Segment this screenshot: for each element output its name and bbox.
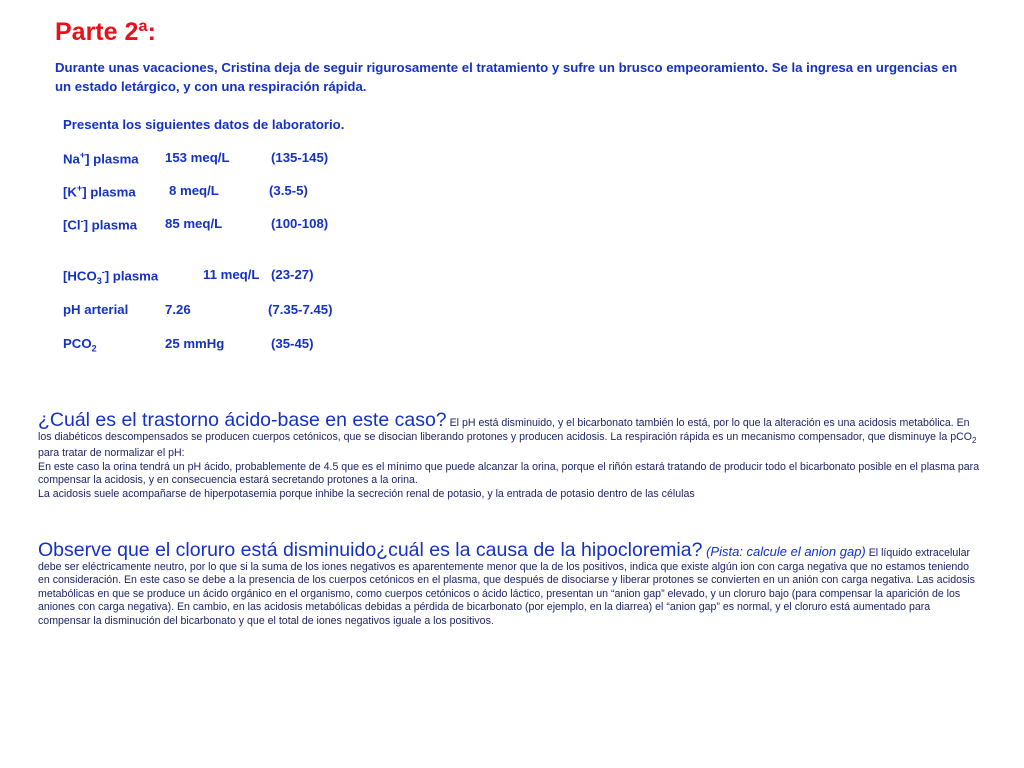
lab-range: (3.5-5) bbox=[269, 183, 308, 198]
lab-value: 7.26 bbox=[165, 302, 191, 317]
answer-1-sub: 2 bbox=[971, 435, 977, 445]
question-1: ¿Cuál es el trastorno ácido-base en este caso? bbox=[38, 409, 447, 431]
lab-range: (7.35-7.45) bbox=[268, 302, 333, 317]
lab-name: $[HCO_3^-]$ plasma bbox=[63, 267, 159, 287]
page-title: Parte 2ª: bbox=[55, 18, 156, 46]
lab-name: Na+] plasma bbox=[63, 150, 139, 167]
lab-range: (100-108) bbox=[271, 216, 329, 231]
lab-value: 153 meq/L bbox=[165, 150, 230, 165]
answer-1-part-c: En este caso la orina tendrá un pH ácido, probablemente de 4.5 que es el mínimo que puede alcanzar la orina, porque el riñón estará tratando de producir todo el bicarbonato posible en el plasma para compensar la acidosis, y en consecuencia estará secretando protones a la orina. bbox=[38, 460, 980, 487]
lab-name: pH arterial bbox=[63, 302, 129, 317]
lab-value: 11 meq/L bbox=[203, 267, 260, 282]
lab-name: [Cl-] plasma bbox=[63, 216, 138, 233]
lab-range: (35-45) bbox=[271, 336, 314, 351]
lab-range: (135-145) bbox=[271, 150, 329, 165]
lab-value: 85 meq/L bbox=[165, 216, 223, 231]
lab-heading: Presenta los siguientes datos de laboratorio. bbox=[63, 117, 345, 132]
lab-name: [K+] plasma bbox=[63, 183, 136, 200]
question-1-block bbox=[38, 409, 983, 502]
answer-1-part-b: para tratar de normalizar el pH: bbox=[38, 447, 185, 460]
question-2-hint: (Pista: calcule el anion gap) bbox=[702, 544, 866, 559]
answer-1-part-d: La acidosis suele acompañarse de hiperpotasemia porque inhibe la secreción renal de potasio, y la entrada de potasio dentro de las células bbox=[38, 488, 695, 501]
lab-name: $PCO_2$ bbox=[63, 336, 97, 354]
lab-range: (23-27) bbox=[271, 267, 314, 282]
lab-value: 8 meq/L bbox=[169, 183, 219, 198]
lab-value: 25 mmHg bbox=[165, 336, 225, 351]
answer-1-part-a: El pH está disminuido, y el bicarbonato también lo está, por lo que la alteración es una acidosis metabólica. En los diabéticos descompensados se producen cuerpos cetónicos, que se disocian liberando protones y producen acidosis. La respiración rápida es un mecanismo compensador, que disminuye la pCO bbox=[38, 417, 972, 443]
question-2-block bbox=[38, 539, 983, 629]
answer-2: El líquido extracelular debe ser eléctricamente neutro, por lo que si la suma de los iones negativos es aparentemente menor que la de los positivos, indica que existe algún ion con carga negativa que no estamos teniendo en consideración. En este caso se debe a la presencia de los cuerpos cetónicos en el plasma, que después de disociarse y liberar protones se convierten en un anión con carga negativa. Las acidosis metabólicas en que se produce un ácido orgánico en el organismo, como cuerpos cetónicos o ácido láctico, presentan un “anion gap” elevado, y un cloruro bajo (para compensar la aparición de los aniones con carga negativa). En cambio, en las acidosis metabólicas debidas a pérdida de bicarbonato (por ejemplo, en la diarrea) el “anion gap” es normal, y el cloruro está aumentado para compensar la disminución del bicarbonato y que el total de iones negativos iguale a los positivos. bbox=[38, 547, 975, 627]
case-intro: Durante unas vacaciones, Cristina deja de seguir rigurosamente el tratamiento y sufre un brusco empeoramiento. Se la ingresa en urgencias en un estado letárgico, y con una respiración rápida. bbox=[55, 60, 958, 94]
question-2: Observe que el cloruro está disminuido¿cuál es la causa de la hipocloremia? bbox=[38, 539, 703, 561]
